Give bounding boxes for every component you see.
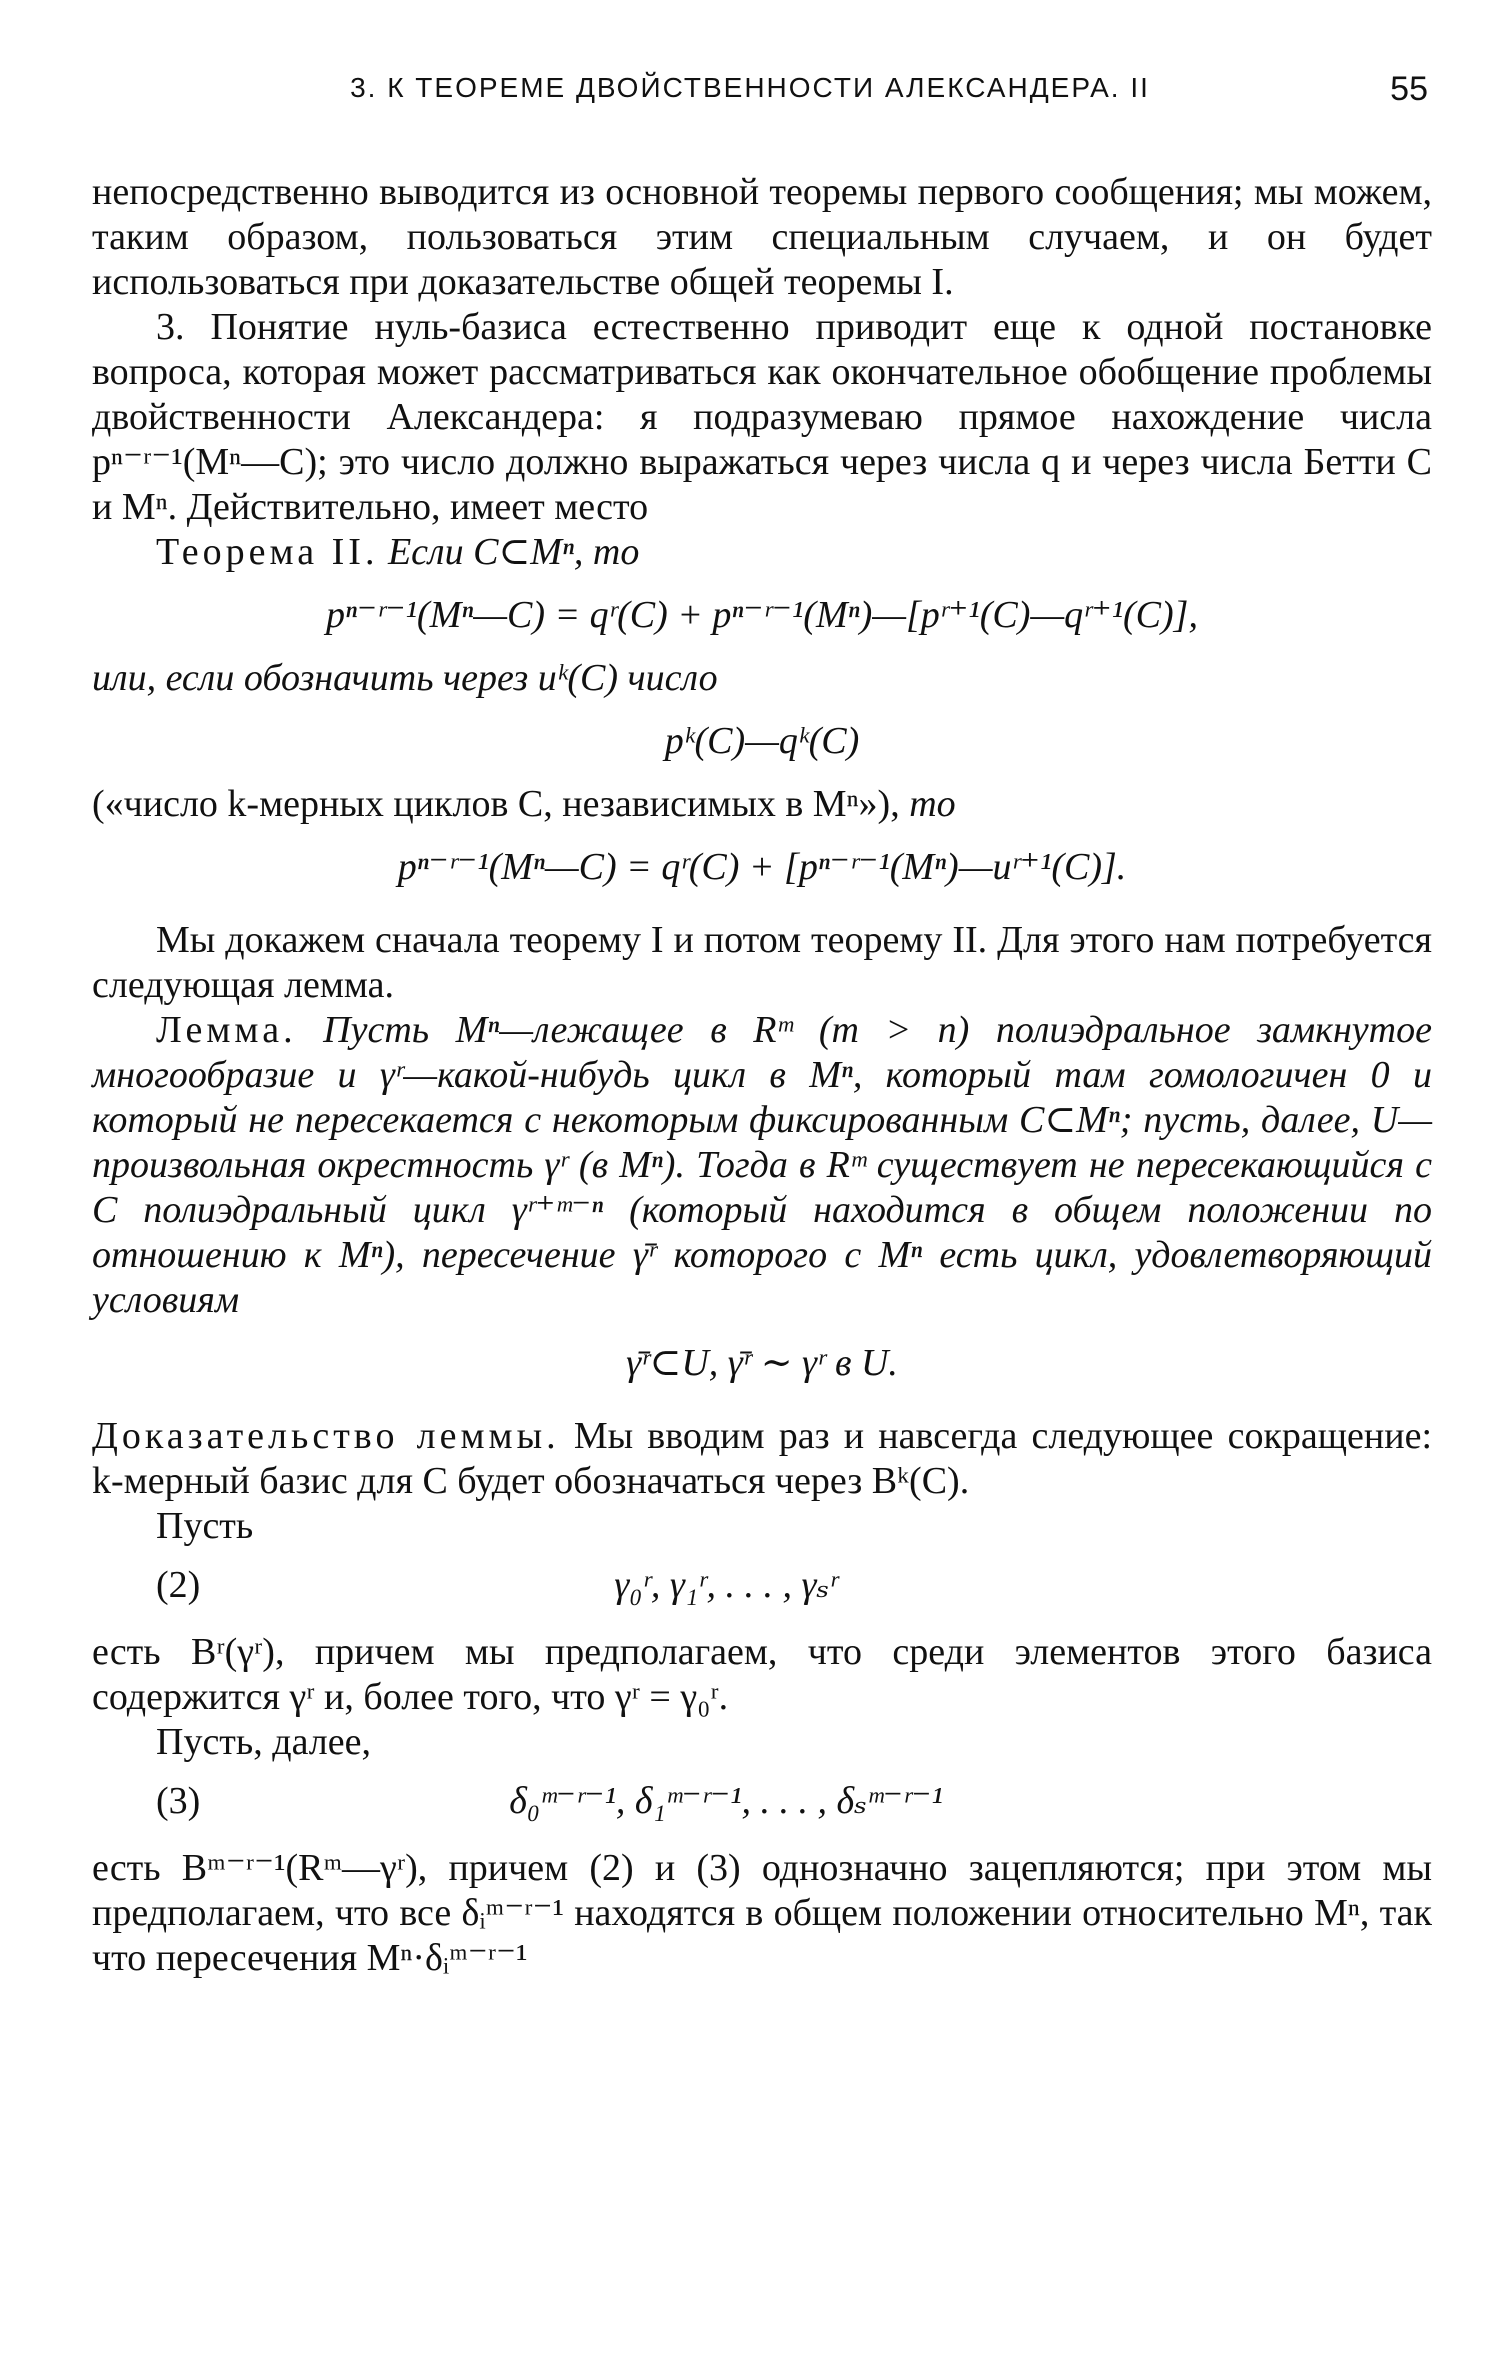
formula-2: pᵏ(C)—qᵏ(C) <box>664 720 860 762</box>
count-text <box>92 782 1432 827</box>
lemma-text: Пусть Mⁿ—лежащее в Rᵐ (m > n) полиэдральное замкнутое многообразие и γʳ—какой-нибудь цикл в Mⁿ, который там гомологичен 0 и который не пересекается с некоторым фиксированным C⊂Mⁿ; пусть, далее, U—произвольная окрестность γʳ (в Mⁿ). Тогда в Rᵐ существует не пересекающийся с C полиэдральный цикл γʳ⁺ᵐ⁻ⁿ (который находится в общем положении по отношению к Mⁿ), пересечение γ̄ʳ которого с Mⁿ есть цикл, удовлетворяющий условиям <box>92 1009 1432 1321</box>
theorem-text: Если C⊂Mⁿ, то <box>387 531 640 573</box>
running-title: 3. К ТЕОРЕМЕ ДВОЙСТВЕННОСТИ АЛЕКСАНДЕРА. II <box>350 72 1150 103</box>
proof-label: Доказательство леммы. <box>92 1415 560 1457</box>
theorem-label: Теорема II. <box>156 531 379 573</box>
lemma-label: Лемма. <box>156 1009 297 1051</box>
paragraph-3: Мы докажем сначала теорему I и потом теорему II. Для этого нам потребуется следующая лемма. <box>92 919 1432 1006</box>
let-2: Пусть, далее, <box>156 1721 371 1763</box>
paragraph-5: есть Bᵐ⁻ʳ⁻¹(Rᵐ—γʳ), причем (2) и (3) однозначно зацепляются; при этом мы предполагаем, что все δᵢᵐ⁻ʳ⁻¹ находятся в общем положении относительно Mⁿ, так что пересечения Mⁿ·δᵢᵐ⁻ʳ⁻¹ <box>92 1847 1432 1979</box>
lemma-statement <box>92 1008 1432 1323</box>
equation-2-body: γ₀ʳ, γ₁ʳ, . . . , γₛʳ <box>614 1564 838 1606</box>
proof-text: Мы вводим раз и навсегда следующее сокращение: k-мерный базис для C будет обозначаться через Bᵏ(C). <box>92 1415 1432 1502</box>
equation-2 <box>92 1563 1432 1608</box>
or-text: или, если обозначить через uᵏ(C) число <box>92 657 718 699</box>
count-text-then: то <box>909 783 956 825</box>
equation-3 <box>92 1779 1432 1824</box>
let-1: Пусть <box>156 1505 254 1547</box>
paragraph-1: непосредственно выводится из основной теоремы первого сообщения; мы можем, таким образом, пользоваться этим специальным случаем, и он будет использоваться при доказательстве общей теоремы I. <box>92 171 1432 303</box>
formula-3: pⁿ⁻ʳ⁻¹(Mⁿ—C) = qʳ(C) + [pⁿ⁻ʳ⁻¹(Mⁿ)—uʳ⁺¹(C)]. <box>397 846 1127 888</box>
equation-3-number: (3) <box>156 1780 201 1822</box>
count-text-main: («число k-мерных циклов C, независимых в Mⁿ»), <box>92 783 900 825</box>
equation-2-number: (2) <box>156 1564 201 1606</box>
formula-1: pⁿ⁻ʳ⁻¹(Mⁿ—C) = qʳ(C) + pⁿ⁻ʳ⁻¹(Mⁿ)—[pʳ⁺¹(C)—qʳ⁺¹(C)], <box>326 594 1198 636</box>
paragraph-2: 3. Понятие нуль-базиса естественно приводит еще к одной постановке вопроса, которая может рассматриваться как окончательное обобщение проблемы двойственности Александера: я подразумеваю прямое нахождение числа pⁿ⁻ʳ⁻¹(Mⁿ—C); это число должно выражаться через числа q и через числа Бетти C и Mⁿ. Действительно, имеет место <box>92 306 1432 528</box>
theorem-statement <box>92 530 1432 575</box>
equation-3-body: δ₀ᵐ⁻ʳ⁻¹, δ₁ᵐ⁻ʳ⁻¹, . . . , δₛᵐ⁻ʳ⁻¹ <box>509 1780 943 1822</box>
page-number: 55 <box>1390 70 1428 108</box>
paragraph-4: есть Bʳ(γʳ), причем мы предполагаем, что среди элементов этого базиса содержится γʳ и, более того, что γʳ = γ₀ʳ. <box>92 1631 1432 1718</box>
page-body <box>92 170 1432 1981</box>
formula-4: γ̄ʳ⊂U, γ̄ʳ ∼ γʳ в U. <box>626 1342 898 1384</box>
proof-paragraph <box>92 1414 1432 1504</box>
